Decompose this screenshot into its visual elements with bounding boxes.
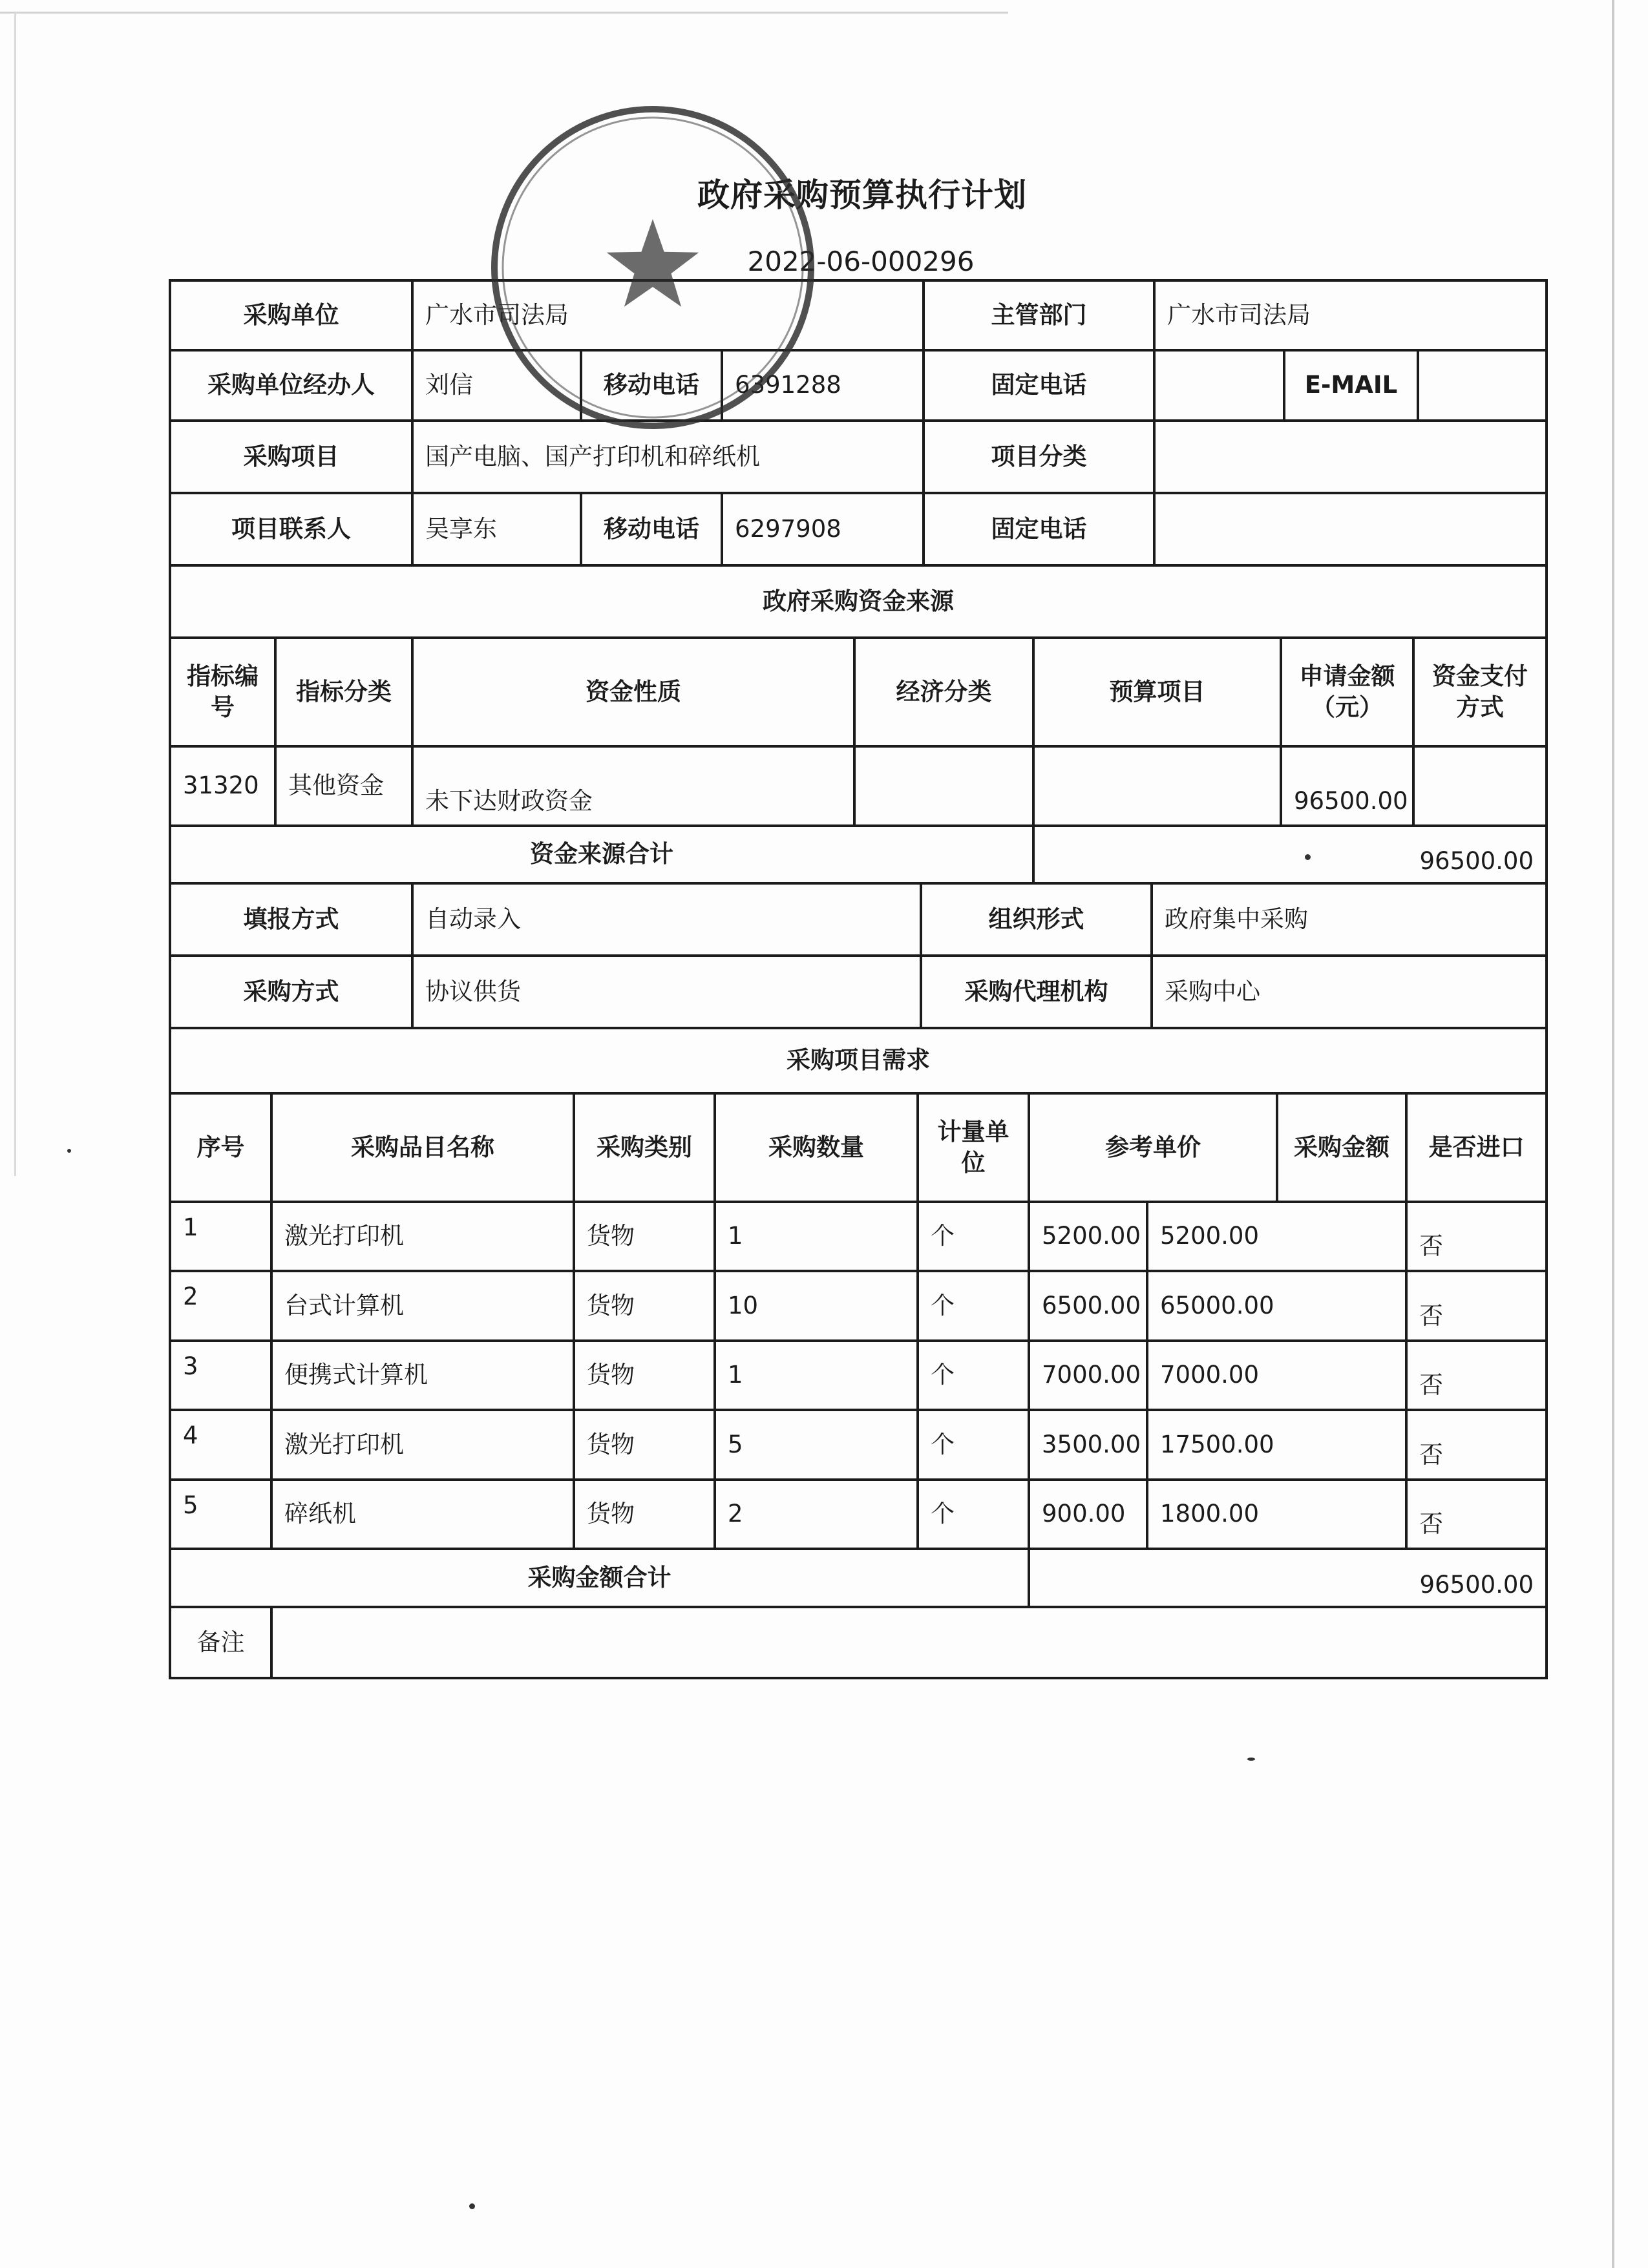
row-funding-title	[171, 567, 1548, 639]
row-demand-headers	[171, 1095, 1548, 1203]
scan-edge-right	[1612, 0, 1614, 2268]
item-price-text: 5200.00	[1042, 1222, 1141, 1250]
funding-header-nature-text: 资金性质	[586, 677, 681, 706]
org-label	[922, 885, 1153, 957]
contact-phone-label	[925, 494, 1156, 567]
contact-phone-value	[1156, 494, 1548, 567]
demand-header-amount	[1278, 1095, 1408, 1203]
item-imported	[1408, 1342, 1548, 1411]
item-price-text: 7000.00	[1042, 1361, 1141, 1389]
contact-mobile-text: 6297908	[735, 514, 841, 543]
item-imported-text: 否	[1419, 1301, 1443, 1330]
item-amount-text: 1800.00	[1160, 1500, 1260, 1528]
item-price-text: 900.00	[1042, 1500, 1126, 1528]
item-type-text: 货物	[587, 1500, 635, 1528]
item-name	[273, 1411, 575, 1481]
category-value	[1156, 422, 1548, 494]
item-unit-text: 个	[931, 1361, 955, 1389]
item-qty	[716, 1481, 919, 1550]
handler-mobile-label	[582, 352, 723, 422]
item-unit-text: 个	[931, 1430, 955, 1458]
handler-value	[414, 352, 582, 422]
item-no	[171, 1203, 273, 1272]
demand-section-title	[171, 1029, 1548, 1095]
email-label	[1285, 352, 1419, 422]
demand-header-no-text: 序号	[196, 1133, 245, 1161]
scan-speck	[1305, 854, 1311, 860]
agency-label-text: 采购代理机构	[964, 977, 1108, 1005]
agency-text: 采购中心	[1165, 977, 1260, 1005]
item-qty	[716, 1342, 919, 1411]
funding-pay-method	[1415, 748, 1548, 827]
item-type-text: 货物	[587, 1291, 635, 1319]
demand-header-qty-text: 采购数量	[768, 1133, 864, 1161]
item-type	[575, 1272, 716, 1342]
table-row	[171, 1342, 1548, 1411]
item-price	[1030, 1411, 1148, 1481]
item-unit-text: 个	[931, 1291, 955, 1319]
fill-text: 自动录入	[425, 905, 521, 933]
item-type	[575, 1411, 716, 1481]
item-qty-text: 5	[728, 1430, 743, 1458]
item-imported-text: 否	[1419, 1232, 1443, 1260]
category-label-text: 项目分类	[991, 442, 1087, 470]
item-imported	[1408, 1203, 1548, 1272]
row-funding-headers	[171, 639, 1548, 748]
item-no-text: 5	[183, 1491, 198, 1519]
item-price	[1030, 1203, 1148, 1272]
table-row	[171, 1481, 1548, 1550]
funding-header-budget-item	[1035, 639, 1282, 748]
funding-row	[171, 748, 1548, 827]
contact-label-text: 项目联系人	[231, 514, 351, 543]
supervisor-label	[925, 282, 1156, 352]
item-type-text: 货物	[587, 1361, 635, 1389]
handler-mobile-label-text: 移动电话	[604, 371, 699, 399]
item-imported	[1408, 1411, 1548, 1481]
item-imported-text: 否	[1419, 1370, 1443, 1399]
table-row	[171, 1272, 1548, 1342]
funding-header-budget-item-text: 预算项目	[1109, 677, 1205, 706]
item-name-text: 碎纸机	[284, 1500, 356, 1528]
agency-value	[1153, 957, 1548, 1029]
purchase-method-label-text: 采购方式	[243, 977, 339, 1005]
supervisor-label-text: 主管部门	[991, 300, 1087, 329]
demand-header-imported	[1408, 1095, 1548, 1203]
funding-code	[171, 748, 277, 827]
item-price-text: 6500.00	[1042, 1291, 1141, 1319]
contact-phone-label-text: 固定电话	[991, 514, 1087, 543]
scan-edge-top	[0, 12, 1008, 14]
funding-section-title	[171, 567, 1548, 639]
item-amount-text: 5200.00	[1160, 1222, 1260, 1250]
item-name-text: 便携式计算机	[284, 1361, 428, 1389]
funding-total-label	[171, 827, 1035, 885]
demand-header-no	[171, 1095, 273, 1203]
purchase-method-text: 协议供货	[425, 977, 521, 1005]
table-row	[171, 1203, 1548, 1272]
funding-budget-item	[1035, 748, 1282, 827]
handler-label	[171, 352, 414, 422]
row-contact	[171, 494, 1548, 567]
document-number: 2022-06-000296	[747, 246, 975, 277]
demand-header-name-text: 采购品目名称	[351, 1133, 494, 1161]
handler-phone-label	[925, 352, 1156, 422]
org-value	[1153, 885, 1548, 957]
org-text: 政府集中采购	[1165, 905, 1308, 933]
funding-code-text: 31320	[183, 772, 259, 800]
demand-header-type-text: 采购类别	[597, 1133, 692, 1161]
project-text: 国产电脑、国产打印机和碎纸机	[425, 442, 760, 470]
item-name-text: 激光打印机	[284, 1430, 404, 1458]
item-name	[273, 1272, 575, 1342]
handler-phone-label-text: 固定电话	[991, 371, 1087, 399]
item-unit	[919, 1203, 1030, 1272]
handler-mobile-value	[723, 352, 925, 422]
demand-section-title-text: 采购项目需求	[787, 1046, 930, 1075]
demand-header-price-text: 参考单价	[1105, 1133, 1201, 1161]
scan-speck	[67, 1149, 71, 1153]
contact-mobile-value	[723, 494, 925, 567]
funding-header-class-text: 指标分类	[296, 677, 392, 706]
item-imported	[1408, 1481, 1548, 1550]
row-purchase-method	[171, 957, 1548, 1029]
row-handler	[171, 352, 1548, 422]
item-amount	[1148, 1481, 1408, 1550]
item-qty	[716, 1203, 919, 1272]
funding-class-text: 其他资金	[288, 772, 384, 800]
funding-section-title-text: 政府采购资金来源	[763, 587, 954, 615]
item-no	[171, 1411, 273, 1481]
remark-label	[171, 1608, 273, 1679]
demand-header-imported-text: 是否进口	[1428, 1133, 1525, 1161]
funding-header-code-text: 指标编号	[187, 662, 259, 721]
item-qty-text: 2	[728, 1500, 743, 1528]
project-value	[414, 422, 925, 494]
funding-econ	[856, 748, 1035, 827]
item-amount	[1148, 1203, 1408, 1272]
demand-total-value	[1030, 1550, 1548, 1608]
funding-header-amount-text: 申请金额（元）	[1299, 662, 1395, 721]
table-row	[171, 1411, 1548, 1481]
demand-header-amount-text: 采购金额	[1294, 1133, 1389, 1161]
fill-label	[171, 885, 414, 957]
project-label	[171, 422, 414, 494]
item-type-text: 货物	[587, 1222, 635, 1250]
demand-header-unit-text: 计量单位	[937, 1117, 1009, 1177]
item-name-text: 台式计算机	[284, 1291, 404, 1319]
item-qty	[716, 1411, 919, 1481]
item-qty-text: 1	[728, 1222, 743, 1250]
row-funding-total	[171, 827, 1548, 885]
project-label-text: 采购项目	[243, 442, 339, 470]
scan-speck	[469, 2203, 475, 2209]
item-imported	[1408, 1272, 1548, 1342]
item-name-text: 激光打印机	[284, 1222, 404, 1250]
item-unit-text: 个	[931, 1500, 955, 1528]
item-imported-text: 否	[1419, 1440, 1443, 1469]
row-fill-method	[171, 885, 1548, 957]
document-title: 政府采购预算执行计划	[697, 176, 1027, 214]
item-amount	[1148, 1342, 1408, 1411]
purchaser-label-text: 采购单位	[243, 300, 339, 329]
row-demand-total	[171, 1550, 1548, 1608]
category-label	[925, 422, 1156, 494]
org-label-text: 组织形式	[988, 905, 1084, 933]
item-price	[1030, 1272, 1148, 1342]
item-amount	[1148, 1272, 1408, 1342]
funding-header-econ	[856, 639, 1035, 748]
purchaser-text: 广水市司法局	[425, 300, 569, 329]
purchaser-label	[171, 282, 414, 352]
funding-header-pay-method-text: 资金支付方式	[1432, 662, 1528, 721]
contact-label	[171, 494, 414, 567]
fill-value	[414, 885, 922, 957]
scan-speck	[1247, 1758, 1255, 1761]
email-value	[1419, 352, 1548, 422]
purchase-method-label	[171, 957, 414, 1029]
item-price	[1030, 1481, 1148, 1550]
plan-form	[169, 279, 1548, 1679]
scan-edge-left	[14, 13, 16, 1176]
contact-value	[414, 494, 582, 567]
handler-phone-value	[1156, 352, 1285, 422]
item-amount-text: 7000.00	[1160, 1361, 1260, 1389]
item-name	[273, 1203, 575, 1272]
item-type	[575, 1342, 716, 1411]
funding-header-class	[277, 639, 414, 748]
demand-total-label	[171, 1550, 1030, 1608]
item-no	[171, 1342, 273, 1411]
row-project	[171, 422, 1548, 494]
item-price-text: 3500.00	[1042, 1430, 1141, 1458]
item-no	[171, 1481, 273, 1550]
item-amount-text: 65000.00	[1160, 1291, 1274, 1319]
item-type	[575, 1203, 716, 1272]
item-qty	[716, 1272, 919, 1342]
item-price	[1030, 1342, 1148, 1411]
item-name	[273, 1342, 575, 1411]
funding-class	[277, 748, 414, 827]
funding-nature	[414, 748, 856, 827]
row-demand-title	[171, 1029, 1548, 1095]
handler-text: 刘信	[425, 371, 473, 399]
funding-header-pay-method	[1415, 639, 1548, 748]
item-no	[171, 1272, 273, 1342]
funding-amount-text: 96500.00	[1294, 786, 1408, 815]
contact-mobile-label-text: 移动电话	[604, 514, 699, 543]
item-unit-text: 个	[931, 1222, 955, 1250]
funding-header-code	[171, 639, 277, 748]
item-type	[575, 1481, 716, 1550]
agency-label	[922, 957, 1153, 1029]
demand-header-price	[1030, 1095, 1278, 1203]
item-amount-text: 17500.00	[1160, 1430, 1274, 1458]
funding-header-econ-text: 经济分类	[896, 677, 992, 706]
item-qty-text: 1	[728, 1361, 743, 1389]
funding-amount	[1282, 748, 1415, 827]
fill-label-text: 填报方式	[243, 905, 339, 933]
row-remark	[171, 1608, 1548, 1679]
supervisor-value	[1156, 282, 1548, 352]
email-label-text: E-MAIL	[1304, 371, 1398, 399]
purchaser-value	[414, 282, 925, 352]
item-unit	[919, 1272, 1030, 1342]
funding-total-text: 96500.00	[1419, 846, 1534, 875]
item-no-text: 4	[183, 1422, 198, 1449]
item-no-text: 2	[183, 1283, 198, 1310]
funding-nature-text: 未下达财政资金	[425, 786, 593, 815]
demand-total-text: 96500.00	[1419, 1570, 1534, 1599]
item-unit	[919, 1342, 1030, 1411]
funding-header-amount	[1282, 639, 1415, 748]
purchase-method-value	[414, 957, 922, 1029]
remark-value	[273, 1608, 1548, 1679]
demand-header-type	[575, 1095, 716, 1203]
item-imported-text: 否	[1419, 1509, 1443, 1538]
funding-total-label-text: 资金来源合计	[530, 840, 673, 868]
item-type-text: 货物	[587, 1430, 635, 1458]
funding-total-value	[1035, 827, 1548, 885]
demand-header-qty	[716, 1095, 919, 1203]
item-unit	[919, 1411, 1030, 1481]
demand-total-label-text: 采购金额合计	[527, 1563, 671, 1591]
handler-mobile-text: 6391288	[735, 371, 841, 399]
remark-label-text: 备注	[196, 1628, 245, 1656]
item-amount	[1148, 1411, 1408, 1481]
item-no-text: 3	[183, 1352, 198, 1380]
funding-header-nature	[414, 639, 856, 748]
item-no-text: 1	[183, 1213, 198, 1241]
supervisor-text: 广水市司法局	[1167, 300, 1311, 329]
demand-header-name	[273, 1095, 575, 1203]
contact-mobile-label	[582, 494, 723, 567]
item-qty-text: 10	[728, 1291, 759, 1319]
contact-text: 吴享东	[425, 514, 497, 543]
demand-header-unit	[919, 1095, 1030, 1203]
item-name	[273, 1481, 575, 1550]
row-purchaser	[171, 282, 1548, 352]
item-unit	[919, 1481, 1030, 1550]
handler-label-text: 采购单位经办人	[207, 371, 375, 399]
